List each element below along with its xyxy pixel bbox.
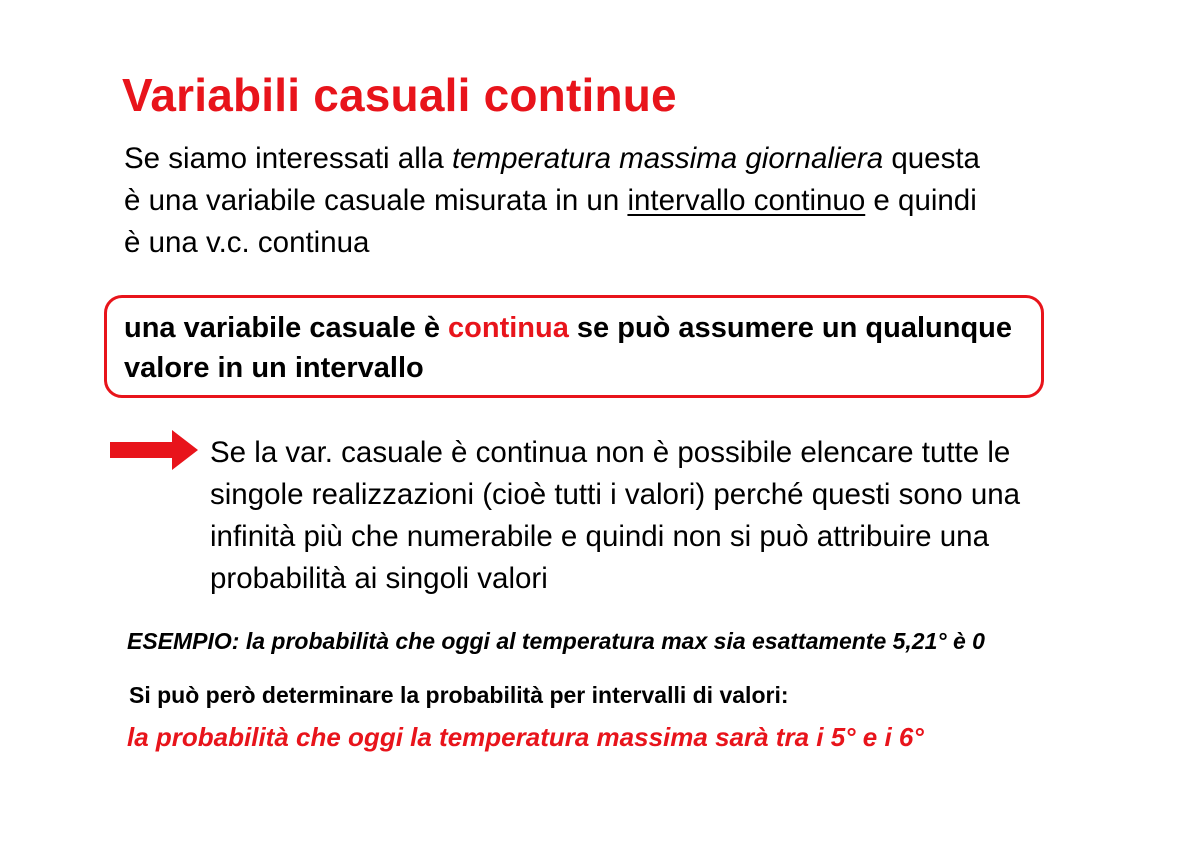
interval-note: Si può però determinare la probabilità per intervalli di valori:: [129, 682, 789, 708]
paragraph-line-4: probabilità ai singoli valori: [210, 562, 548, 595]
definition-line-1: [124, 308, 1044, 348]
right-arrow-icon: [110, 430, 198, 470]
definition-segment: una variabile casuale è: [124, 312, 449, 344]
intro-paragraph: [124, 138, 1084, 264]
definition-segment: se può assumere un qualunque: [568, 312, 1013, 344]
paragraph-line-3: infinità più che numerabile e quindi non si può attribuire una: [210, 520, 989, 553]
definition-line-2: valore in un intervallo: [124, 352, 424, 384]
interval-highlight: la probabilità che oggi la temperatura massima sarà tra i 5° e i 6°: [127, 722, 924, 752]
intro-text: Se siamo interessati alla: [124, 142, 452, 175]
definition-text: [124, 308, 1044, 388]
slide-title: Variabili casuali continue: [122, 69, 677, 121]
intro-underlined: intervallo continuo: [627, 184, 866, 217]
continuity-paragraph: [210, 432, 1090, 600]
intro-text: è una variabile casuale misurata in un: [124, 184, 628, 217]
definition-keyword: continua: [448, 312, 569, 344]
intro-text: questa: [883, 142, 980, 175]
example-text: ESEMPIO: la probabilità che oggi al temperatura max sia esattamente 5,21° è 0: [127, 628, 985, 654]
paragraph-line-1: Se la var. casuale è continua non è possibile elencare tutte le: [210, 436, 1011, 469]
intro-line-2: [124, 180, 1084, 222]
intro-emphasis: temperatura massima giornaliera: [451, 142, 884, 175]
intro-line-1: [124, 138, 1084, 180]
paragraph-line-2: singole realizzazioni (cioè tutti i valori) perché questi sono una: [210, 478, 1021, 511]
intro-line-3: è una v.c. continua: [124, 226, 370, 259]
intro-text: e quindi: [865, 184, 977, 217]
